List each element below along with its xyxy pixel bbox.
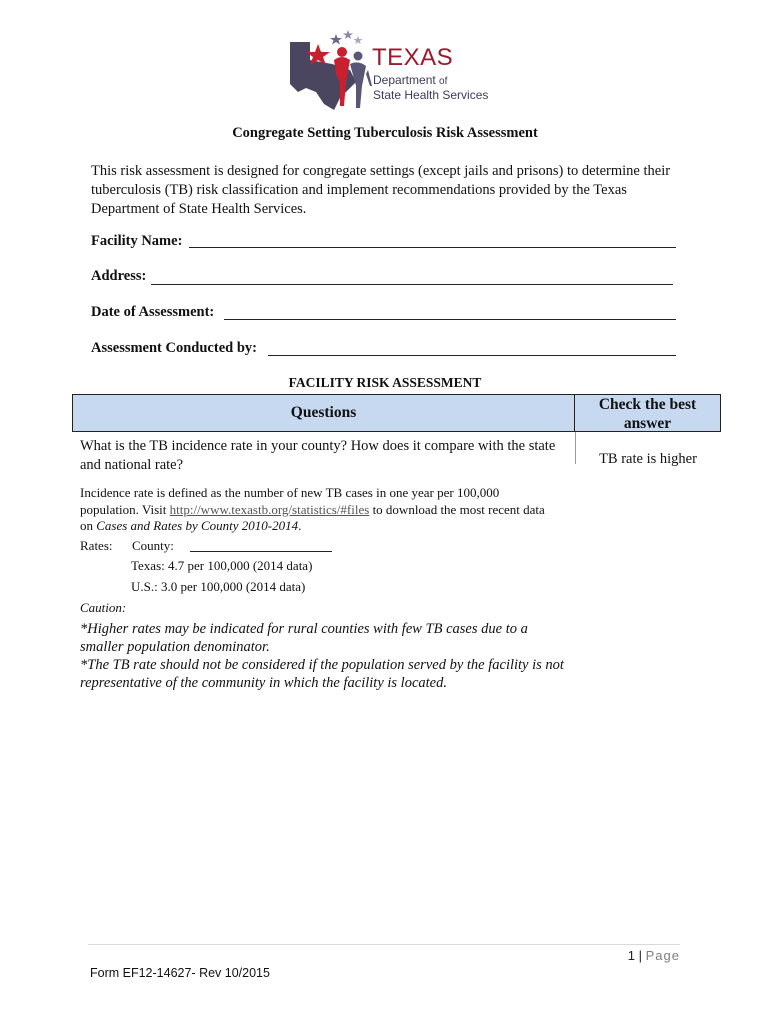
questions-header: Questions xyxy=(72,394,575,432)
statistics-link[interactable]: http://www.texastb.org/statistics/#files xyxy=(169,501,370,517)
county-field[interactable] xyxy=(190,551,332,552)
definition-paragraph: Incidence rate is defined as the number of new TB cases in one year per 100,000 population. Visit http://www.texastb.org/statistics/#files to download the most recent data on Cases and Rates by County 2010-2014. xyxy=(80,485,545,533)
answer-header: Check the best answer xyxy=(575,394,721,432)
form-id: Form EF12-14627- Rev 10/2015 xyxy=(90,966,270,980)
rates-label: Rates: xyxy=(80,538,113,553)
date-label: Date of Assessment: xyxy=(91,304,215,320)
logo-wordmark: TEXAS xyxy=(372,44,454,71)
county-label: County: xyxy=(132,538,174,553)
conducted-by-field[interactable] xyxy=(268,355,676,356)
caution-notes: *Higher rates may be indicated for rural counties with few TB cases due to a smaller population denominator. *The TB rate should not be considered if the population served by the facility is not representative of the community in which the facility is located. xyxy=(80,621,564,691)
page-number: 1 | Page xyxy=(627,948,680,963)
texas-rate: Texas: 4.7 per 100,000 (2014 data) xyxy=(131,558,313,573)
page-title: Congregate Setting Tuberculosis Risk Assessment xyxy=(232,125,538,141)
facility-name-field[interactable] xyxy=(189,247,676,248)
facility-name-label: Facility Name: xyxy=(91,233,183,249)
date-field[interactable] xyxy=(224,319,676,320)
footer-divider xyxy=(88,944,680,945)
section-title: FACILITY RISK ASSESSMENT xyxy=(288,375,482,390)
conducted-by-label: Assessment Conducted by: xyxy=(91,340,257,356)
logo-department: Department of xyxy=(373,73,448,87)
logo-department-name: State Health Services xyxy=(373,88,489,102)
address-label: Address: xyxy=(91,268,147,284)
caution-label: Caution: xyxy=(80,600,127,615)
answer-option[interactable]: TB rate is higher xyxy=(599,451,697,467)
us-rate: U.S.: 3.0 per 100,000 (2014 data) xyxy=(131,579,306,594)
question-text: What is the TB incidence rate in your county? How does it compare with the state and national rate? xyxy=(80,438,556,473)
address-field[interactable] xyxy=(151,284,673,285)
intro-paragraph: This risk assessment is designed for congregate settings (except jails and prisons) to determine their tuberculosis (TB) risk classification and implement recommendations provided by the Texas Department of State Health Services. xyxy=(91,163,671,217)
